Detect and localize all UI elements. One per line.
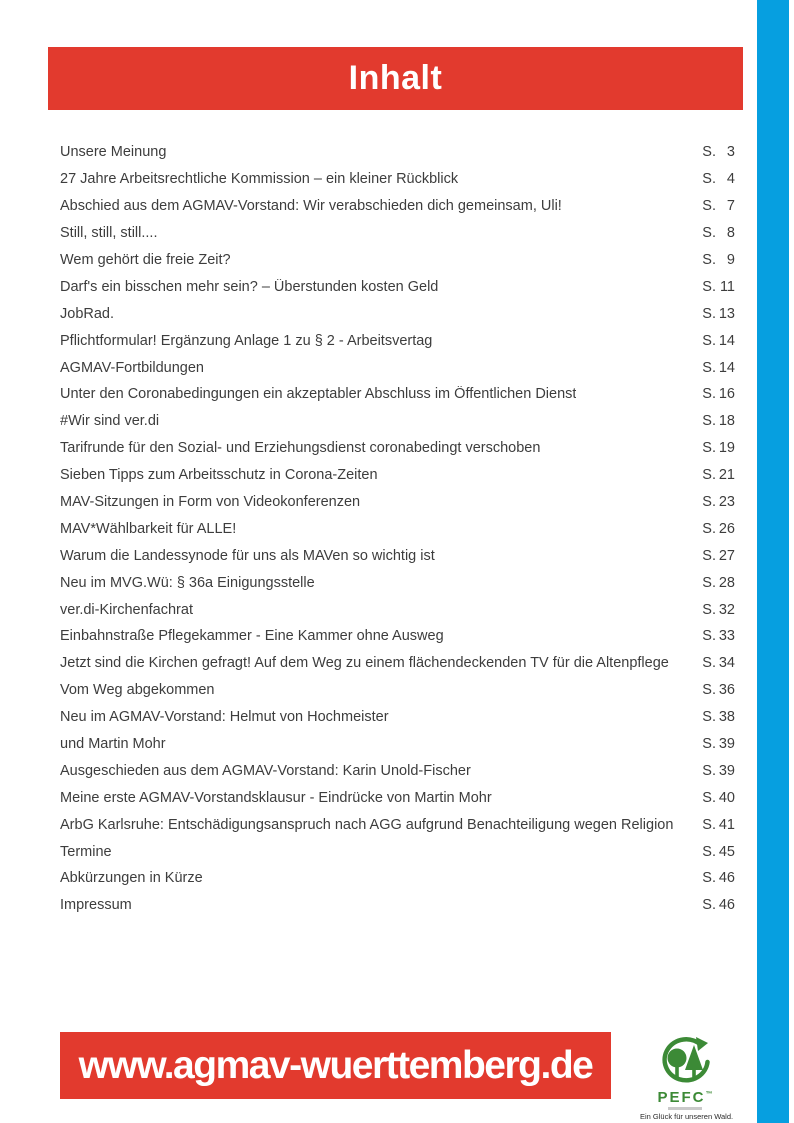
toc-entry-title: AGMAV-Fortbildungen bbox=[60, 359, 204, 376]
pefc-wordmark: PEFC™ bbox=[657, 1089, 713, 1106]
toc-page-number: 21 bbox=[718, 467, 735, 484]
toc-entry-row[interactable] bbox=[60, 677, 735, 704]
toc-page-number: 45 bbox=[718, 843, 735, 860]
toc-page-number: 9 bbox=[726, 252, 735, 268]
toc-entry-row[interactable] bbox=[60, 139, 735, 166]
toc-entry-page bbox=[702, 682, 735, 698]
toc-page-prefix: S. bbox=[702, 843, 716, 860]
toc-page-number: 38 bbox=[718, 709, 735, 726]
toc-entry-title: MAV-Sitzungen in Form von Videokonferenzen bbox=[60, 494, 361, 511]
toc-page-number: 18 bbox=[718, 413, 735, 430]
toc-entry-row[interactable] bbox=[60, 193, 735, 220]
toc-entry-page bbox=[702, 440, 735, 456]
toc-page-number: 16 bbox=[718, 386, 735, 403]
toc-entry-row[interactable] bbox=[60, 596, 735, 623]
toc-page-number: 3 bbox=[726, 144, 735, 161]
toc-entry-row[interactable] bbox=[60, 784, 735, 811]
toc-page-prefix: S. bbox=[702, 736, 716, 753]
toc-entry-title: Abschied aus dem AGMAV-Vorstand: Wir verabschieden dich gemeinsam, Uli! bbox=[60, 198, 562, 215]
pefc-trees-icon bbox=[656, 1036, 714, 1088]
toc-page-prefix: S. bbox=[702, 709, 716, 726]
toc-entry-row[interactable] bbox=[60, 435, 735, 462]
toc-entry-row[interactable] bbox=[60, 489, 735, 516]
toc-entry-page bbox=[702, 225, 735, 241]
toc-entry-page bbox=[702, 870, 735, 886]
toc-page-number: 19 bbox=[718, 440, 735, 457]
toc-page-prefix: S. bbox=[702, 520, 716, 537]
toc-entry-title: Impressum bbox=[60, 897, 132, 914]
toc-entry-title: Wem gehört die freie Zeit? bbox=[60, 252, 231, 268]
toc-page-prefix: S. bbox=[702, 762, 716, 779]
toc-page-number: 33 bbox=[718, 628, 735, 645]
toc-entry-title: Einbahnstraße Pflegekammer - Eine Kammer ohne Ausweg bbox=[60, 628, 444, 645]
toc-page-number: 39 bbox=[718, 736, 735, 753]
toc-entry-row[interactable] bbox=[60, 381, 735, 408]
toc-page-number: 36 bbox=[718, 682, 735, 699]
toc-page-prefix: S. bbox=[702, 467, 716, 484]
toc-entry-title: Abkürzungen in Kürze bbox=[60, 870, 203, 887]
toc-entry-row[interactable] bbox=[60, 166, 735, 193]
toc-entry-row[interactable] bbox=[60, 623, 735, 650]
toc-entry-page bbox=[702, 844, 735, 860]
toc-entry-row[interactable] bbox=[60, 408, 735, 435]
toc-entry-page bbox=[702, 306, 735, 322]
toc-entry-page bbox=[702, 198, 735, 214]
toc-page-prefix: S. bbox=[702, 547, 716, 564]
toc-entry-row[interactable] bbox=[60, 220, 735, 247]
toc-entry-title: Warum die Landessynode für uns als MAVen so wichtig ist bbox=[60, 547, 435, 564]
toc-entry-page bbox=[702, 897, 735, 913]
toc-entry-page bbox=[702, 628, 735, 644]
toc-page-number: 4 bbox=[726, 171, 735, 188]
toc-entry-row[interactable] bbox=[60, 892, 735, 919]
toc-page-prefix: S. bbox=[702, 359, 716, 376]
toc-page-prefix: S. bbox=[702, 440, 716, 457]
toc-entry-title: #Wir sind ver.di bbox=[60, 413, 160, 430]
toc-page-prefix: S. bbox=[702, 789, 716, 806]
toc-entry-page bbox=[702, 655, 735, 671]
toc-entry-page bbox=[702, 736, 735, 752]
toc-entry-title: ArbG Karlsruhe: Entschädigungsanspruch nach AGG aufgrund Benachteiligung wegen Religion bbox=[60, 816, 674, 833]
toc-entry-page bbox=[702, 386, 735, 402]
toc-page-prefix: S. bbox=[702, 574, 716, 591]
toc-entry-row[interactable] bbox=[60, 811, 735, 838]
toc-entry-page bbox=[702, 709, 735, 725]
toc-entry-page bbox=[702, 467, 735, 483]
toc-page-number: 27 bbox=[718, 547, 735, 564]
toc-page-prefix: S. bbox=[702, 386, 716, 403]
toc-page-prefix: S. bbox=[702, 682, 716, 699]
toc-page-number: 11 bbox=[719, 278, 735, 295]
toc-entry-title: Unsere Meinung bbox=[60, 144, 167, 161]
toc-entry-page bbox=[702, 575, 735, 591]
pefc-tagline: Ein Glück für unseren Wald. bbox=[640, 1112, 734, 1121]
toc-entry-page bbox=[702, 763, 735, 779]
toc-page-number: 34 bbox=[718, 655, 735, 672]
toc-page-prefix: S. bbox=[702, 897, 716, 914]
toc-entry-row[interactable] bbox=[60, 569, 735, 596]
toc-entry-title: Ausgeschieden aus dem AGMAV-Vorstand: Karin Unold-Fischer bbox=[60, 762, 471, 779]
pefc-cert-number-line bbox=[668, 1107, 702, 1110]
toc-entry-title: Unter den Coronabedingungen ein akzeptabler Abschluss im Öffentlichen Dienst bbox=[60, 386, 577, 403]
toc-entry-title: Neu im MVG.Wü: § 36a Einigungsstelle bbox=[60, 574, 315, 591]
toc-page-prefix: S. bbox=[702, 305, 716, 322]
toc-page-prefix: S. bbox=[702, 413, 716, 430]
toc-page-prefix: S. bbox=[702, 870, 716, 887]
toc-entry-page bbox=[702, 817, 735, 833]
toc-entry-page bbox=[702, 360, 735, 376]
toc-entry-row[interactable] bbox=[60, 704, 735, 731]
toc-entry-row[interactable] bbox=[60, 462, 735, 489]
toc-entry-title: JobRad. bbox=[60, 305, 115, 322]
toc-page-prefix: S. bbox=[702, 225, 716, 242]
toc-entry-page bbox=[702, 279, 735, 295]
toc-page-number: 40 bbox=[718, 789, 735, 806]
toc-entry-page bbox=[702, 521, 735, 537]
toc-entry-title: Vom Weg abgekommen bbox=[60, 682, 215, 699]
toc-page-prefix: S. bbox=[702, 494, 716, 511]
toc-entry-title: Darf's ein bisschen mehr sein? – Überstunden kosten Geld bbox=[60, 278, 439, 295]
toc-page-number: 46 bbox=[718, 897, 735, 914]
toc-page-prefix: S. bbox=[702, 278, 716, 295]
toc-entry-page bbox=[702, 333, 735, 349]
toc-page-prefix: S. bbox=[702, 144, 716, 161]
toc-entry-page bbox=[702, 494, 735, 510]
toc-header-banner bbox=[48, 47, 743, 110]
toc-entry-row[interactable] bbox=[60, 542, 735, 569]
toc-entry-page bbox=[702, 548, 735, 564]
website-url: www.agmav-wuerttemberg.de bbox=[78, 1043, 593, 1087]
toc-entry-title: Pflichtformular! Ergänzung Anlage 1 zu § 2 - Arbeitsvertag bbox=[60, 332, 433, 349]
toc-entry-title: Still, still, still.... bbox=[60, 225, 158, 242]
right-edge-accent-bar bbox=[757, 0, 789, 1123]
toc-entry-page bbox=[702, 171, 735, 187]
toc-page-number: 14 bbox=[718, 359, 735, 376]
toc-entry-title: Sieben Tipps zum Arbeitsschutz in Corona-Zeiten bbox=[60, 467, 378, 484]
toc-page-number: 39 bbox=[718, 762, 735, 779]
toc-page-number: 26 bbox=[718, 520, 735, 537]
website-url-banner[interactable] bbox=[60, 1032, 611, 1099]
trademark-symbol: ™ bbox=[705, 1091, 713, 1098]
toc-page-prefix: S. bbox=[702, 816, 716, 833]
toc-entry-title: und Martin Mohr bbox=[60, 736, 166, 753]
toc-entry-title: Meine erste AGMAV-Vorstandsklausur - Eindrücke von Martin Mohr bbox=[60, 789, 492, 806]
toc-entry-row[interactable] bbox=[60, 865, 735, 892]
toc-entry-row[interactable] bbox=[60, 300, 735, 327]
toc-page-number: 23 bbox=[718, 494, 735, 511]
toc-entry-row[interactable] bbox=[60, 515, 735, 542]
toc-entry-row[interactable] bbox=[60, 273, 735, 300]
toc-entry-title: 27 Jahre Arbeitsrechtliche Kommission – ein kleiner Rückblick bbox=[60, 171, 459, 188]
toc-page-number: 32 bbox=[718, 601, 735, 618]
toc-entry-title: Neu im AGMAV-Vorstand: Helmut von Hochmeister bbox=[60, 709, 389, 726]
toc-page-number: 46 bbox=[718, 870, 735, 887]
toc-entry-page bbox=[702, 602, 735, 618]
toc-page-prefix: S. bbox=[702, 171, 716, 188]
toc-page-number: 13 bbox=[718, 305, 735, 322]
toc-entry-page bbox=[702, 790, 735, 806]
toc-page-prefix: S. bbox=[702, 198, 716, 215]
toc-page-number: 7 bbox=[726, 198, 735, 215]
toc-entry-row[interactable] bbox=[60, 327, 735, 354]
table-of-contents bbox=[60, 139, 735, 919]
toc-entry-title: Tarifrunde für den Sozial- und Erziehungsdienst coronabedingt verschoben bbox=[60, 440, 541, 457]
toc-entry-title: Jetzt sind die Kirchen gefragt! Auf dem Weg zu einem flächendeckenden TV für die Altenpflege bbox=[60, 655, 669, 672]
toc-entry-title: Termine bbox=[60, 843, 112, 860]
toc-page-number: 8 bbox=[726, 225, 735, 242]
toc-entry-row[interactable] bbox=[60, 247, 735, 274]
toc-entry-page bbox=[702, 144, 735, 160]
toc-entry-title: MAV*Wählbarkeit für ALLE! bbox=[60, 520, 237, 537]
toc-entry-title: ver.di-Kirchenfachrat bbox=[60, 601, 193, 618]
toc-page-prefix: S. bbox=[702, 332, 716, 349]
toc-page-prefix: S. bbox=[702, 601, 716, 618]
toc-entry-row[interactable] bbox=[60, 354, 735, 381]
toc-page-number: 14 bbox=[718, 332, 735, 349]
page-title: Inhalt bbox=[348, 59, 443, 97]
toc-page-prefix: S. bbox=[702, 252, 716, 268]
toc-entry-page bbox=[702, 413, 735, 429]
toc-entry-row[interactable] bbox=[60, 731, 735, 758]
toc-entry-row[interactable] bbox=[60, 757, 735, 784]
toc-page-prefix: S. bbox=[702, 655, 716, 672]
toc-page-number: 41 bbox=[718, 816, 735, 833]
toc-entry-page bbox=[702, 252, 735, 268]
toc-entry-row[interactable] bbox=[60, 650, 735, 677]
toc-entry-row[interactable] bbox=[60, 838, 735, 865]
toc-page-number: 28 bbox=[718, 574, 735, 591]
toc-page-prefix: S. bbox=[702, 628, 716, 645]
pefc-certification-label bbox=[640, 1036, 734, 1121]
